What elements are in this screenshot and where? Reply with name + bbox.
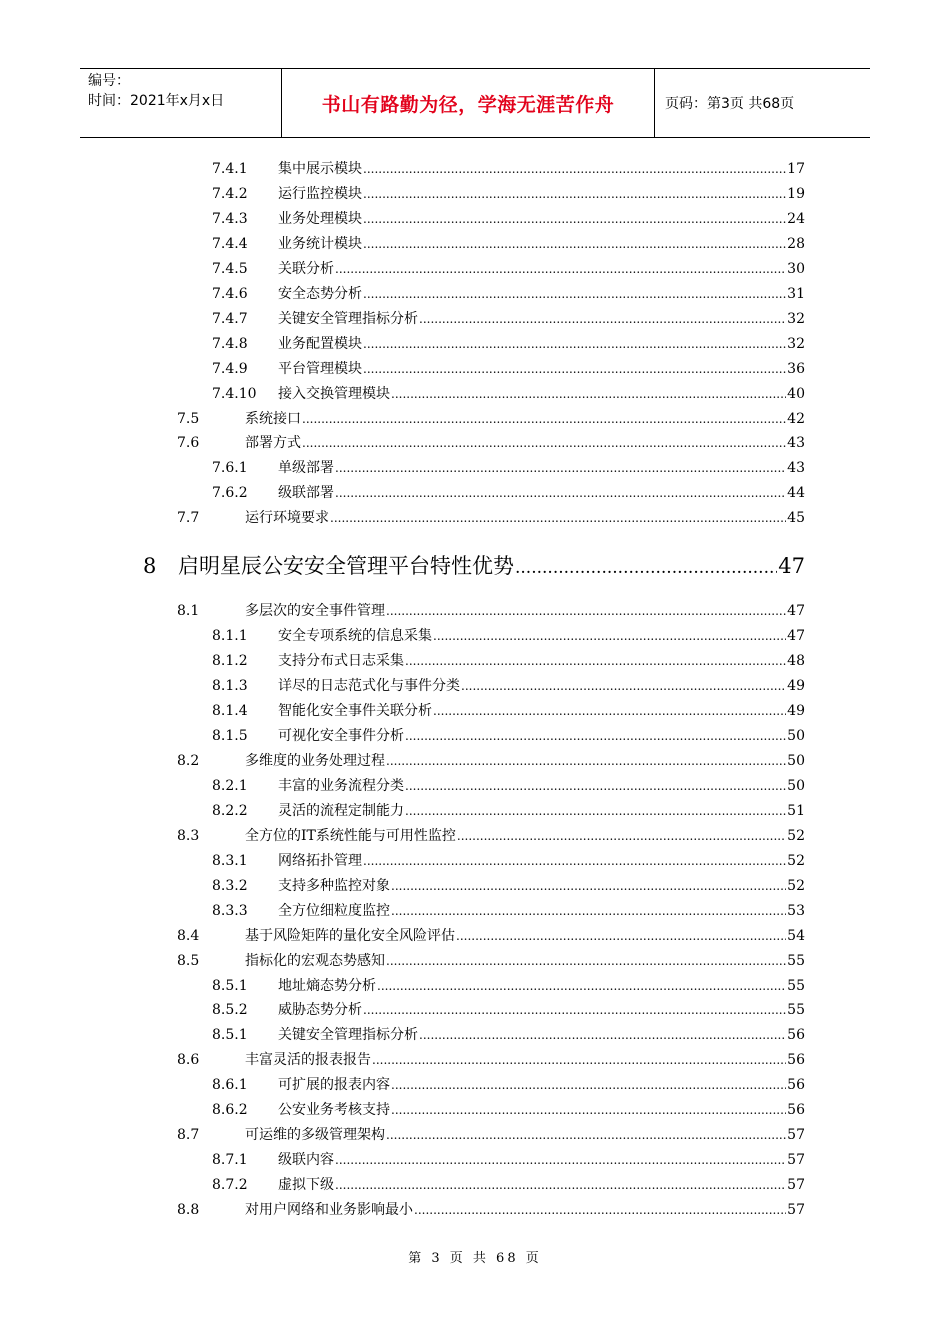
toc-entry-body	[278, 975, 805, 997]
toc-entry[interactable]	[0, 233, 950, 255]
toc-entry-page: 28	[787, 235, 805, 252]
toc-leader-dots	[363, 333, 786, 355]
toc-entry-title: 可视化安全事件分析	[278, 728, 404, 744]
toc-entry-page: 49	[787, 703, 805, 720]
toc-entry-body	[278, 725, 805, 747]
toc-entry-number: 8.3.1	[212, 852, 248, 869]
toc-entry[interactable]	[0, 825, 950, 847]
toc-entry-title: 对用户网络和业务影响最小	[245, 1202, 413, 1219]
toc-entry-number: 7.7	[177, 510, 200, 527]
toc-entry-page: 45	[787, 510, 805, 527]
toc-leader-dots	[386, 750, 786, 772]
toc-entry-title: 多维度的业务处理过程	[245, 752, 385, 769]
toc-entry-body	[278, 850, 805, 872]
toc-leader-dots	[335, 1174, 786, 1196]
toc-entry-page: 40	[787, 385, 805, 402]
toc-entry[interactable]	[0, 283, 950, 305]
header-date: 时间：2021年x月x日	[88, 93, 225, 109]
toc-leader-dots	[335, 258, 786, 280]
toc-leader-dots	[405, 650, 786, 672]
toc-entry[interactable]	[0, 975, 950, 997]
toc-entry-page: 52	[787, 827, 805, 844]
toc-entry-body	[278, 1174, 805, 1196]
toc-leader-dots	[363, 850, 786, 872]
toc-entry-body	[245, 925, 805, 947]
toc-leader-dots	[363, 358, 786, 380]
toc-entry-title: 单级部署	[278, 460, 334, 477]
toc-entry-page: 42	[787, 410, 805, 427]
toc-entry-body	[278, 482, 805, 504]
toc-entry-title: 级联内容	[278, 1152, 334, 1169]
toc-entry-page: 52	[787, 877, 805, 894]
toc-entry-body	[278, 258, 805, 280]
toc-entry-title: 平台管理模块	[278, 360, 362, 377]
toc-leader-dots	[386, 600, 786, 622]
toc-leader-dots	[419, 1024, 786, 1046]
toc-entry-number: 8.6	[177, 1052, 200, 1069]
toc-entry[interactable]	[0, 875, 950, 897]
toc-entry[interactable]	[0, 1149, 950, 1171]
toc-entry-title: 多层次的安全事件管理	[245, 603, 385, 620]
toc-entry-page: 31	[787, 285, 805, 302]
toc-entry-title: 运行监控模块	[278, 185, 362, 202]
toc-entry-page: 54	[787, 927, 805, 944]
toc-entry[interactable]	[0, 600, 950, 622]
toc-leader-dots	[363, 183, 786, 205]
toc-entry-page: 56	[787, 1102, 805, 1119]
toc-entry-title: 接入交换管理模块	[278, 385, 390, 402]
toc-entry-page: 19	[787, 185, 805, 202]
toc-entry-number: 7.6.2	[212, 485, 248, 502]
toc-entry-number: 7.4.5	[212, 260, 248, 277]
toc-entry[interactable]	[0, 1074, 950, 1096]
toc-entry-page: 48	[787, 653, 805, 670]
toc-entry-body	[278, 358, 805, 380]
toc-entry-body	[278, 208, 805, 230]
toc-entry[interactable]	[0, 432, 950, 454]
toc-leader-dots	[335, 1149, 786, 1171]
toc-entry[interactable]	[0, 650, 950, 672]
toc-entry[interactable]	[0, 383, 950, 405]
toc-entry-body	[278, 999, 805, 1021]
toc-entry-number: 8.7.1	[212, 1152, 248, 1169]
toc-entry[interactable]	[0, 333, 950, 355]
toc-entry[interactable]	[0, 675, 950, 697]
toc-entry-title: 全方位的IT系统性能与可用性监控	[245, 827, 456, 844]
toc-entry-number: 7.4.3	[212, 210, 248, 227]
toc-entry-number: 8.3	[177, 827, 200, 844]
toc-entry-page: 56	[787, 1052, 805, 1069]
toc-leader-dots	[363, 208, 786, 230]
toc-entry[interactable]	[0, 800, 950, 822]
toc-entry-page: 47	[787, 628, 805, 645]
toc-leader-dots	[391, 383, 786, 405]
toc-entry-title: 启明星辰公安安全管理平台特性优势	[178, 554, 514, 579]
toc-entry-page: 57	[787, 1127, 805, 1144]
toc-entry-page: 17	[787, 161, 805, 177]
toc-leader-dots	[386, 1124, 786, 1146]
toc-leader-dots	[335, 482, 786, 504]
toc-entry-number: 8.1.5	[212, 728, 248, 744]
toc-entry-body	[278, 158, 805, 180]
toc-entry-page: 52	[787, 852, 805, 869]
toc-entry-title: 运行环境要求	[245, 510, 329, 527]
toc-entry-title: 详尽的日志范式化与事件分类	[278, 678, 460, 695]
toc-entry-number: 8.4	[177, 927, 200, 944]
toc-leader-dots	[433, 625, 786, 647]
toc-entry-title: 网络拓扑管理	[278, 852, 362, 869]
toc-leader-dots	[515, 551, 777, 585]
toc-entry-body	[278, 1099, 805, 1121]
toc-entry-body	[245, 1049, 805, 1071]
toc-entry-body	[245, 600, 805, 622]
toc-entry[interactable]	[0, 183, 950, 205]
toc-entry-number: 8.5.1	[212, 977, 248, 994]
toc-entry-page: 55	[787, 1002, 805, 1019]
toc-entry-number: 8.1.1	[212, 628, 248, 645]
header-page-info: 页码：第3页 共68页	[665, 96, 795, 112]
toc-entry[interactable]	[0, 1199, 950, 1221]
toc-entry-page: 50	[787, 728, 805, 744]
toc-entry-title: 灵活的流程定制能力	[278, 802, 404, 819]
toc-entry-page: 55	[787, 977, 805, 994]
toc-entry-title: 全方位细粒度监控	[278, 902, 390, 919]
toc-entry-body	[245, 750, 805, 772]
toc-leader-dots	[419, 308, 786, 330]
toc-entry[interactable]	[0, 457, 950, 479]
toc-leader-dots	[414, 1199, 786, 1221]
toc-leader-dots	[302, 432, 786, 454]
toc-entry[interactable]	[0, 258, 950, 280]
toc-entry-number: 7.6	[177, 435, 200, 452]
toc-leader-dots	[363, 999, 786, 1021]
toc-entry-number: 7.4.6	[212, 285, 248, 302]
header-number-label: 编号：	[88, 73, 130, 89]
toc-entry-title: 丰富的业务流程分类	[278, 777, 404, 794]
toc-entry-number: 8.1.3	[212, 678, 248, 695]
toc-entry-body	[278, 800, 805, 822]
toc-leader-dots	[363, 233, 786, 255]
toc-entry-page: 57	[787, 1152, 805, 1169]
toc-entry-title: 基于风险矩阵的量化安全风险评估	[245, 927, 455, 944]
toc-leader-dots	[391, 875, 786, 897]
page-header	[80, 68, 870, 138]
toc-leader-dots	[391, 1099, 786, 1121]
toc-leader-dots	[377, 975, 786, 997]
toc-entry-number: 8	[143, 554, 157, 579]
toc-entry[interactable]	[0, 750, 950, 772]
toc-entry-title: 公安业务考核支持	[278, 1102, 390, 1119]
toc-entry-page: 55	[787, 952, 805, 969]
toc-entry-page: 32	[787, 310, 805, 327]
toc-entry-page: 43	[787, 435, 805, 452]
toc-entry-number: 7.6.1	[212, 460, 248, 477]
toc-entry-number: 8.6.1	[212, 1077, 248, 1094]
toc-entry[interactable]	[0, 850, 950, 872]
toc-entry-page: 30	[787, 260, 805, 277]
toc-entry-body	[178, 549, 805, 585]
toc-entry-number: 8.1.2	[212, 653, 248, 670]
toc-entry-title: 关键安全管理指标分析	[278, 310, 418, 327]
toc-entry-body	[245, 507, 805, 529]
toc-leader-dots	[461, 675, 786, 697]
toc-leader-dots	[433, 700, 786, 722]
toc-leader-dots	[405, 775, 786, 797]
toc-leader-dots	[330, 507, 786, 529]
toc-leader-dots	[391, 900, 786, 922]
toc-entry[interactable]	[0, 308, 950, 330]
toc-entry[interactable]	[0, 1024, 950, 1046]
toc-entry[interactable]	[0, 358, 950, 380]
toc-entry-body	[278, 233, 805, 255]
toc-entry-body	[278, 308, 805, 330]
toc-entry-page: 49	[787, 678, 805, 695]
toc-entry-number: 8.2	[177, 752, 200, 769]
toc-entry-body	[278, 1074, 805, 1096]
toc-leader-dots	[363, 158, 786, 180]
page-footer: 第 3 页 共 68 页	[408, 1251, 542, 1266]
toc-entry-number: 8.2.1	[212, 777, 248, 794]
header-meta	[80, 69, 282, 137]
toc-entry-page: 56	[787, 1027, 805, 1044]
toc-entry-number: 7.4.7	[212, 310, 248, 327]
toc-entry-title: 支持多种监控对象	[278, 877, 390, 894]
toc-entry-page: 56	[787, 1077, 805, 1094]
toc-entry-body	[278, 675, 805, 697]
toc-entry[interactable]	[0, 1049, 950, 1071]
toc-entry-title: 业务统计模块	[278, 235, 362, 252]
toc-entry-title: 智能化安全事件关联分析	[278, 703, 432, 720]
toc-entry-page: 36	[787, 360, 805, 377]
toc-entry-number: 7.4.9	[212, 360, 248, 377]
toc-entry[interactable]	[0, 208, 950, 230]
toc-entry-body	[278, 333, 805, 355]
toc-entry-page: 57	[787, 1177, 805, 1194]
toc-entry-title: 系统接口	[245, 410, 301, 427]
toc-entry-title: 安全态势分析	[278, 285, 362, 302]
toc-entry-body	[245, 950, 805, 972]
toc-entry-number: 7.4.8	[212, 335, 248, 352]
toc-entry-title: 部署方式	[245, 435, 301, 452]
toc-entry-page: 50	[787, 777, 805, 794]
toc-entry-number: 8.1.4	[212, 703, 248, 720]
toc-entry-title: 可运维的多级管理架构	[245, 1127, 385, 1144]
toc-entry-title: 关联分析	[278, 260, 334, 277]
toc-entry[interactable]	[0, 625, 950, 647]
toc-entry[interactable]	[0, 700, 950, 722]
toc-entry-title: 丰富灵活的报表报告	[245, 1052, 371, 1069]
toc-entry-number: 8.6.2	[212, 1102, 248, 1119]
toc-entry-body	[278, 625, 805, 647]
toc-entry-number: 8.5.2	[212, 1002, 248, 1019]
toc-entry[interactable]	[0, 999, 950, 1021]
toc-entry-title: 威胁态势分析	[278, 1002, 362, 1019]
toc-entry-body	[245, 432, 805, 454]
toc-leader-dots	[405, 725, 786, 747]
toc-entry[interactable]	[0, 1174, 950, 1196]
toc-leader-dots	[335, 457, 786, 479]
toc-entry-page: 44	[787, 485, 805, 502]
toc-leader-dots	[456, 925, 786, 947]
toc-entry-title: 级联部署	[278, 485, 334, 502]
toc-entry-number: 7.5	[177, 410, 200, 427]
toc-entry-body	[278, 1149, 805, 1171]
toc-entry-number: 8.2.2	[212, 802, 248, 819]
toc-entry[interactable]	[0, 507, 950, 529]
toc-entry-body	[245, 408, 805, 430]
toc-leader-dots	[405, 800, 786, 822]
toc-entry-title: 可扩展的报表内容	[278, 1077, 390, 1094]
toc-leader-dots	[302, 408, 786, 430]
toc-leader-dots	[457, 825, 786, 847]
toc-entry[interactable]	[0, 775, 950, 797]
toc-entry-number: 8.5	[177, 952, 200, 969]
toc-entry-body	[278, 775, 805, 797]
toc-entry[interactable]	[0, 1124, 950, 1146]
toc-entry-page: 50	[787, 752, 805, 769]
toc-entry-number: 8.3.3	[212, 902, 248, 919]
toc-entry-page: 43	[787, 460, 805, 477]
toc-leader-dots	[391, 1074, 786, 1096]
toc-entry-body	[245, 825, 805, 847]
toc-entry-title: 集中展示模块	[278, 161, 362, 177]
toc-entry-number: 8.5.1	[212, 1027, 248, 1044]
toc-entry-page: 51	[787, 802, 805, 819]
toc-entry-number: 7.4.2	[212, 185, 248, 202]
toc-entry-title: 地址熵态势分析	[278, 977, 376, 994]
toc-entry-title: 业务处理模块	[278, 210, 362, 227]
toc-entry-body	[278, 875, 805, 897]
toc-entry-body	[278, 700, 805, 722]
toc-entry-number: 8.8	[177, 1202, 200, 1219]
toc-entry-page: 57	[787, 1202, 805, 1219]
toc-entry[interactable]	[0, 482, 950, 504]
toc-entry[interactable]	[0, 725, 950, 747]
toc-entry-number: 7.4.4	[212, 235, 248, 252]
toc-entry-body	[278, 283, 805, 305]
toc-leader-dots	[386, 950, 786, 972]
toc-entry-body	[278, 457, 805, 479]
toc-entry-body	[278, 183, 805, 205]
toc-entry-body	[278, 650, 805, 672]
toc-entry-page: 32	[787, 335, 805, 352]
toc-entry[interactable]	[0, 408, 950, 430]
toc-entry-body	[278, 1024, 805, 1046]
toc-entry-title: 业务配置模块	[278, 335, 362, 352]
toc-entry-title: 指标化的宏观态势感知	[245, 952, 385, 969]
toc-entry-number: 7.4.10	[212, 385, 257, 402]
toc-entry-body	[245, 1124, 805, 1146]
toc-entry-number: 8.7.2	[212, 1177, 248, 1194]
toc-entry-body	[278, 383, 805, 405]
toc-entry-page: 24	[787, 210, 805, 227]
toc-entry-page: 47	[778, 554, 805, 579]
toc-chapter-entry[interactable]	[0, 549, 950, 583]
toc-entry-number: 8.3.2	[212, 877, 248, 894]
toc-entry[interactable]	[0, 1099, 950, 1121]
toc-entry-number: 8.7	[177, 1127, 200, 1144]
toc-entry-number: 8.1	[177, 603, 200, 620]
toc-entry-body	[278, 900, 805, 922]
toc-entry[interactable]	[0, 900, 950, 922]
toc-entry-number: 7.4.1	[212, 161, 248, 177]
toc-entry[interactable]	[0, 925, 950, 947]
toc-entry[interactable]	[0, 950, 950, 972]
toc-entry-title: 安全专项系统的信息采集	[278, 628, 432, 645]
toc-entry[interactable]	[0, 158, 950, 180]
toc-leader-dots	[372, 1049, 786, 1071]
toc-entry-page: 47	[787, 603, 805, 620]
toc-entry-body	[245, 1199, 805, 1221]
toc-entry-title: 虚拟下级	[278, 1177, 334, 1194]
toc-entry-title: 关键安全管理指标分析	[278, 1027, 418, 1044]
toc-entry-title: 支持分布式日志采集	[278, 653, 404, 670]
header-motto: 书山有路勤为径，学海无涯苦作舟	[282, 69, 655, 137]
toc-entry-page: 53	[787, 902, 805, 919]
toc-leader-dots	[363, 283, 786, 305]
